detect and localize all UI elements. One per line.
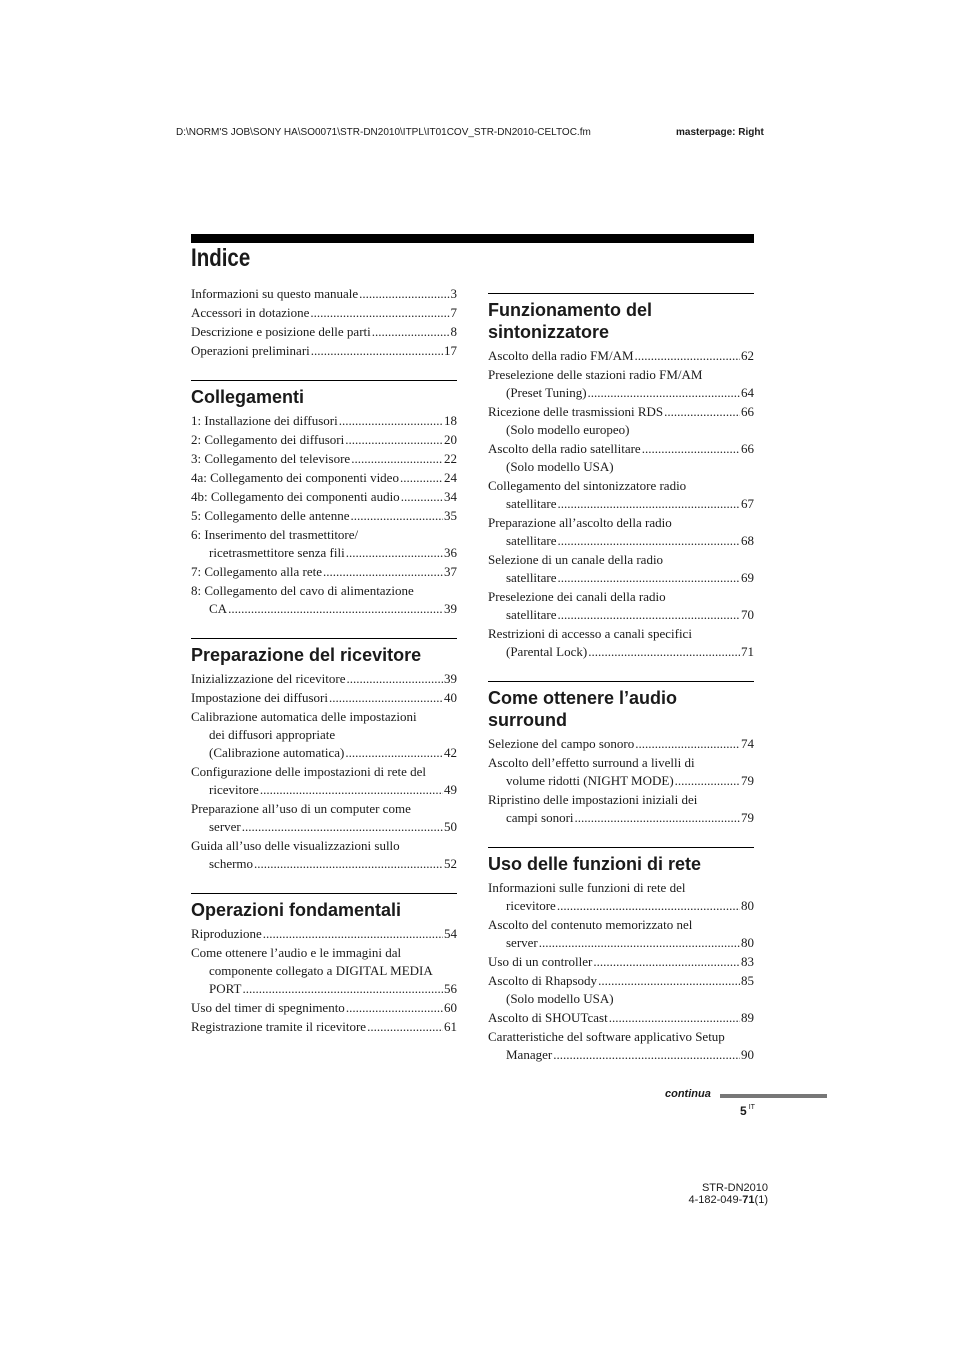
toc-leader-dots xyxy=(598,972,740,990)
toc-entry-text: Inizializzazione del ricevitore xyxy=(191,671,346,686)
toc-section-title: Preparazione del ricevitore xyxy=(191,645,422,665)
toc-entry-text: Preparazione all’uso di un computer come xyxy=(191,801,411,816)
toc-entry-text: ricevitore xyxy=(209,782,259,797)
toc-entry-line xyxy=(191,304,457,322)
toc-section xyxy=(488,293,754,661)
toc-entry-line xyxy=(191,412,457,430)
toc-entry-text: Informazioni su questo manuale xyxy=(191,286,359,301)
toc-entry-text: Operazioni preliminari xyxy=(191,343,310,358)
toc-entry[interactable] xyxy=(488,440,754,476)
toc-entry[interactable] xyxy=(191,944,457,998)
toc-entry-line xyxy=(488,934,754,952)
toc-entry-line xyxy=(488,403,754,421)
toc-right-sections xyxy=(488,293,754,1064)
toc-page-number: 39 xyxy=(444,601,457,616)
toc-leader-dots xyxy=(558,532,740,550)
toc-entry[interactable] xyxy=(488,735,754,753)
toc-page-number: 35 xyxy=(444,508,457,523)
toc-leader-dots xyxy=(642,440,740,458)
toc-entry-text: Manager xyxy=(506,1047,553,1062)
toc-page-number: 52 xyxy=(444,856,457,871)
toc-entry-text: satellitare xyxy=(506,607,557,622)
part-number-prefix: 4-182-049- xyxy=(688,1194,743,1206)
toc-entry-text: Ascolto di SHOUTcast xyxy=(488,1010,608,1025)
toc-entry-text: campi sonori xyxy=(506,810,574,825)
toc-section-list xyxy=(488,879,754,1064)
toc-entry-line xyxy=(488,972,754,990)
toc-leader-dots xyxy=(675,772,740,790)
toc-entry[interactable] xyxy=(191,1018,457,1036)
toc-entry-text: Preselezione delle stazioni radio FM/AM xyxy=(488,367,703,382)
toc-entry-line xyxy=(191,670,457,688)
toc-entry-text: componente collegato a DIGITAL MEDIA xyxy=(209,963,433,978)
toc-entry-line xyxy=(488,809,754,827)
toc-entry[interactable] xyxy=(191,800,457,836)
toc-entry-text: 6: Inserimento del trasmettitore/ xyxy=(191,527,359,542)
toc-entry-text: Restrizioni di accesso a canali specifici xyxy=(488,626,692,641)
toc-entry-line xyxy=(488,897,754,915)
toc-leader-dots xyxy=(609,1009,740,1027)
toc-entry[interactable] xyxy=(488,347,754,365)
toc-leader-dots xyxy=(242,818,443,836)
toc-intro xyxy=(191,285,457,360)
toc-entry-text: Ascolto della radio FM/AM xyxy=(488,348,634,363)
continua-rule xyxy=(720,1094,827,1098)
toc-entry-line xyxy=(488,1028,754,1046)
toc-entry[interactable] xyxy=(488,754,754,790)
continua-label: continua xyxy=(665,1088,711,1100)
toc-entry-text: PORT xyxy=(209,981,242,996)
toc-page-number: 18 xyxy=(444,413,457,428)
part-number-suffix: (1) xyxy=(754,1194,768,1206)
toc-entry-line xyxy=(191,962,457,980)
toc-entry-line xyxy=(488,916,754,934)
toc-leader-dots xyxy=(558,606,740,624)
toc-leader-dots xyxy=(346,670,443,688)
toc-page-number: 66 xyxy=(741,441,754,456)
toc-leader-dots xyxy=(400,469,443,487)
toc-entry-line xyxy=(191,285,457,303)
toc-entry[interactable] xyxy=(191,708,457,762)
toc-entry-line xyxy=(488,440,754,458)
toc-page-number: 20 xyxy=(444,432,457,447)
toc-page-number: 56 xyxy=(444,981,457,996)
toc-entry-text: Collegamento del sintonizzatore radio xyxy=(488,478,687,493)
toc-leader-dots xyxy=(311,342,443,360)
toc-page-number: 80 xyxy=(741,935,754,950)
toc-page-number: 89 xyxy=(741,1010,754,1025)
toc-entry[interactable] xyxy=(488,477,754,513)
toc-entry-note: (Solo modello USA) xyxy=(506,459,614,474)
toc-entry-text: Ricezione delle trasmissioni RDS xyxy=(488,404,664,419)
toc-entry-text: satellitare xyxy=(506,570,557,585)
toc-entry-text: Registrazione tramite il ricevitore xyxy=(191,1019,367,1034)
header-file-path: D:\NORM'S JOB\SONY HA\SO0071\STR-DN2010\ITPL\IT01COV_STR-DN2010-CELTOC.fm xyxy=(176,127,591,138)
toc-page-number: 39 xyxy=(444,671,457,686)
model-number: STR-DN2010 xyxy=(701,1182,768,1194)
toc-entry[interactable] xyxy=(488,366,754,402)
toc-entry-text: Preselezione dei canali della radio xyxy=(488,589,666,604)
toc-leader-dots xyxy=(242,980,443,998)
toc-entry-line xyxy=(488,953,754,971)
toc-leader-dots xyxy=(359,285,449,303)
toc-entry-line xyxy=(191,925,457,943)
toc-entry-line xyxy=(488,1046,754,1064)
toc-page-number: 69 xyxy=(741,570,754,585)
toc-entry-text: (Calibrazione automatica) xyxy=(209,745,345,760)
toc-page-number: 22 xyxy=(444,451,457,466)
toc-entry-text: CA xyxy=(209,601,228,616)
toc-section-list xyxy=(488,347,754,661)
toc-leader-dots xyxy=(575,809,740,827)
toc-entry-text: 5: Collegamento delle antenne xyxy=(191,508,350,523)
toc-entry-text: Ascolto dell’effetto surround a livelli di xyxy=(488,755,695,770)
toc-leader-dots xyxy=(350,507,443,525)
toc-leader-dots xyxy=(635,347,740,365)
toc-entry-line xyxy=(488,495,754,513)
toc-section-title: Operazioni fondamentali xyxy=(191,900,402,920)
toc-entry-text: 2: Collegamento dei diffusori xyxy=(191,432,345,447)
toc-page-number: 74 xyxy=(741,736,754,751)
toc-entry[interactable] xyxy=(488,1009,754,1027)
toc-entry-line xyxy=(191,488,457,506)
toc-entry-text: server xyxy=(209,819,241,834)
toc-section-title: Come ottenere l’audio surround xyxy=(488,688,678,730)
toc-entry-line xyxy=(488,754,754,772)
toc-entry-text: Calibrazione automatica delle impostazioni xyxy=(191,709,417,724)
toc-entry-text: schermo xyxy=(209,856,254,871)
toc-entry[interactable] xyxy=(191,431,457,449)
toc-entry-line xyxy=(191,781,457,799)
toc-page-number: 62 xyxy=(741,348,754,363)
toc-entry-text: Accessori in dotazione xyxy=(191,305,310,320)
toc-entry-text: server xyxy=(506,935,538,950)
toc-leader-dots xyxy=(588,384,740,402)
toc-page-number: 17 xyxy=(444,343,457,358)
toc-page-number: 7 xyxy=(450,305,457,320)
toc-entry-line xyxy=(191,526,457,544)
toc-entry-text: Descrizione e posizione delle parti xyxy=(191,324,371,339)
toc-entry[interactable] xyxy=(488,1028,754,1064)
toc-entry-text: 3: Collegamento del televisore xyxy=(191,451,351,466)
toc-entry-line xyxy=(488,551,754,569)
toc-entry-text: (Parental Lock) xyxy=(506,644,588,659)
toc-entry[interactable] xyxy=(191,469,457,487)
toc-entry-line xyxy=(191,726,457,744)
toc-entry-text: satellitare xyxy=(506,533,557,548)
toc-entry-note: (Solo modello USA) xyxy=(506,991,614,1006)
toc-entry[interactable] xyxy=(488,953,754,971)
toc-entry-text: Configurazione delle impostazioni di rete del xyxy=(191,764,427,779)
toc-section xyxy=(488,681,754,827)
toc-entry-line xyxy=(488,366,754,384)
toc-page-number: 37 xyxy=(444,564,457,579)
toc-leader-dots xyxy=(367,1018,443,1036)
toc-page-number: 70 xyxy=(741,607,754,622)
toc-page-number: 83 xyxy=(741,954,754,969)
toc-section-title: Collegamenti xyxy=(191,387,305,407)
toc-entry-line xyxy=(191,342,457,360)
toc-entry-line xyxy=(191,450,457,468)
toc-entry[interactable] xyxy=(191,999,457,1017)
toc-section xyxy=(191,893,457,1036)
page-number-suffix: IT xyxy=(748,1104,755,1111)
toc-entry[interactable] xyxy=(191,670,457,688)
toc-section xyxy=(191,638,457,873)
toc-section-list xyxy=(191,670,457,873)
toc-intro-list xyxy=(191,285,457,360)
toc-entry-line xyxy=(488,606,754,624)
toc-leader-dots xyxy=(558,495,740,513)
toc-page-number: 80 xyxy=(741,898,754,913)
page-number xyxy=(740,1104,755,1118)
toc-leader-dots xyxy=(228,600,443,618)
toc-entry-note: (Solo modello europeo) xyxy=(506,422,630,437)
toc-leader-dots xyxy=(539,934,740,952)
toc-leader-dots xyxy=(593,953,740,971)
toc-entry[interactable] xyxy=(488,588,754,624)
toc-entry-line xyxy=(191,980,457,998)
toc-entry-text: Uso del timer di spegnimento xyxy=(191,1000,345,1015)
toc-entry-line xyxy=(191,582,457,600)
toc-leader-dots xyxy=(346,544,443,562)
toc-entry-line xyxy=(488,569,754,587)
toc-entry[interactable] xyxy=(488,625,754,661)
toc-leader-dots xyxy=(310,304,449,322)
toc-leader-dots xyxy=(254,855,443,873)
toc-leader-dots xyxy=(345,744,443,762)
header-masterpage: masterpage: Right xyxy=(676,127,764,138)
toc-leader-dots xyxy=(323,563,443,581)
toc-entry[interactable] xyxy=(191,323,457,341)
toc-entry-line xyxy=(488,532,754,550)
toc-leader-dots xyxy=(263,925,443,943)
toc-page-number: 3 xyxy=(450,286,457,301)
toc-entry-line xyxy=(191,689,457,707)
toc-entry-line xyxy=(191,1018,457,1036)
toc-leader-dots xyxy=(401,488,443,506)
toc-entry-line xyxy=(488,643,754,661)
toc-entry-line xyxy=(191,944,457,962)
toc-section xyxy=(488,847,754,1064)
toc-leader-dots xyxy=(329,689,443,707)
toc-entry-text: Preparazione all’ascolto della radio xyxy=(488,515,672,530)
toc-leader-dots xyxy=(635,735,740,753)
part-number xyxy=(688,1194,768,1206)
toc-entry-line xyxy=(191,507,457,525)
toc-leader-dots xyxy=(260,781,443,799)
toc-entry-text: Uso di un controller xyxy=(488,954,593,969)
toc-leader-dots xyxy=(557,897,740,915)
toc-entry[interactable] xyxy=(191,689,457,707)
toc-entry-line xyxy=(488,347,754,365)
toc-entry-line xyxy=(488,477,754,495)
toc-entry-text: Guida all’uso delle visualizzazioni sullo xyxy=(191,838,400,853)
page-number-value: 5 xyxy=(740,1104,747,1118)
toc-entry[interactable] xyxy=(488,916,754,952)
toc-section xyxy=(191,380,457,618)
toc-entry[interactable] xyxy=(191,837,457,873)
toc-entry-line xyxy=(191,600,457,618)
toc-entry-line xyxy=(191,563,457,581)
toc-entry-text: Selezione di un canale della radio xyxy=(488,552,664,567)
toc-entry-text: Impostazione dei diffusori xyxy=(191,690,328,705)
toc-entry-line xyxy=(191,469,457,487)
toc-entry-line xyxy=(191,544,457,562)
toc-leader-dots xyxy=(339,412,443,430)
toc-leader-dots xyxy=(351,450,443,468)
toc-entry-line xyxy=(488,735,754,753)
toc-right-column xyxy=(488,293,754,1065)
toc-entry-text: ricetrasmettitore senza fili xyxy=(209,545,345,560)
toc-page-number: 67 xyxy=(741,496,754,511)
toc-entry-line xyxy=(488,772,754,790)
toc-entry[interactable] xyxy=(191,582,457,618)
toc-entry-line xyxy=(488,514,754,532)
toc-entry-line xyxy=(488,879,754,897)
toc-page-number: 42 xyxy=(444,745,457,760)
part-number-bold: 71 xyxy=(742,1194,755,1206)
toc-entry-line xyxy=(191,818,457,836)
toc-entry-line xyxy=(191,708,457,726)
toc-entry-text: Selezione del campo sonoro xyxy=(488,736,635,751)
toc-entry[interactable] xyxy=(488,403,754,439)
toc-page-number: 85 xyxy=(741,973,754,988)
toc-page-number: 90 xyxy=(741,1047,754,1062)
toc-entry[interactable] xyxy=(191,285,457,303)
toc-entry-text: Informazioni sulle funzioni di rete del xyxy=(488,880,686,895)
toc-page-number: 40 xyxy=(444,690,457,705)
toc-leader-dots xyxy=(346,999,443,1017)
toc-section-list xyxy=(191,925,457,1036)
toc-left-sections xyxy=(191,380,457,1036)
toc-entry[interactable] xyxy=(191,925,457,943)
toc-page-number: 79 xyxy=(741,773,754,788)
toc-entry-text: Ascolto della radio satellitare xyxy=(488,441,641,456)
toc-section-title: Funzionamento del sintonizzatore xyxy=(488,300,652,342)
toc-entry-line xyxy=(191,999,457,1017)
toc-page-number: 68 xyxy=(741,533,754,548)
title-bar xyxy=(191,234,754,243)
toc-entry-text: 7: Collegamento alla rete xyxy=(191,564,323,579)
toc-entry[interactable] xyxy=(191,304,457,322)
toc-page-number: 8 xyxy=(450,324,457,339)
toc-page-number: 49 xyxy=(444,782,457,797)
toc-page-number: 50 xyxy=(444,819,457,834)
toc-section-list xyxy=(488,735,754,827)
toc-entry[interactable] xyxy=(191,450,457,468)
toc-leader-dots xyxy=(664,403,740,421)
toc-entry-text: 4b: Collegamento dei componenti audio xyxy=(191,489,400,504)
toc-entry-text: ricevitore xyxy=(506,898,556,913)
toc-entry[interactable] xyxy=(488,514,754,550)
toc-entry-line xyxy=(191,431,457,449)
toc-entry[interactable] xyxy=(191,563,457,581)
toc-entry-line xyxy=(191,837,457,855)
toc-entry-line xyxy=(191,323,457,341)
toc-leader-dots xyxy=(553,1046,740,1064)
toc-entry-line xyxy=(488,791,754,809)
toc-entry-text: Ripristino delle impostazioni iniziali dei xyxy=(488,792,698,807)
toc-entry-text: (Preset Tuning) xyxy=(506,385,587,400)
toc-entry-text: Caratteristiche del software applicativo Setup xyxy=(488,1029,725,1044)
toc-entry-text: 4a: Collegamento dei componenti video xyxy=(191,470,399,485)
toc-leader-dots xyxy=(588,643,740,661)
toc-entry-text: 1: Installazione dei diffusori xyxy=(191,413,338,428)
toc-entry-line xyxy=(488,588,754,606)
toc-entry[interactable] xyxy=(191,507,457,525)
toc-entry-text: satellitare xyxy=(506,496,557,511)
toc-entry-text: Ascolto del contenuto memorizzato nel xyxy=(488,917,693,932)
toc-entry[interactable] xyxy=(488,972,754,1008)
toc-entry-line xyxy=(488,1009,754,1027)
toc-entry-text: Ascolto di Rhapsody xyxy=(488,973,598,988)
toc-entry[interactable] xyxy=(191,763,457,799)
toc-entry-text: Come ottenere l’audio e le immagini dal xyxy=(191,945,402,960)
toc-entry[interactable] xyxy=(191,526,457,562)
toc-entry-line xyxy=(191,763,457,781)
toc-page-number: 71 xyxy=(741,644,754,659)
toc-entry-text: Riproduzione xyxy=(191,926,262,941)
toc-page-number: 24 xyxy=(444,470,457,485)
toc-page-number: 61 xyxy=(444,1019,457,1034)
toc-leader-dots xyxy=(345,431,443,449)
toc-page-number: 64 xyxy=(741,385,754,400)
toc-entry-line xyxy=(191,744,457,762)
toc-entry-text: volume ridotti (NIGHT MODE) xyxy=(506,773,674,788)
toc-entry[interactable] xyxy=(488,551,754,587)
toc-entry-line xyxy=(191,800,457,818)
toc-page-number: 60 xyxy=(444,1000,457,1015)
toc-section-title: Uso delle funzioni di rete xyxy=(488,854,702,874)
toc-entry[interactable] xyxy=(488,879,754,915)
toc-entry-line xyxy=(488,384,754,402)
toc-entry[interactable] xyxy=(488,791,754,827)
toc-page-number: 66 xyxy=(741,404,754,419)
toc-entry-line xyxy=(488,625,754,643)
toc-entry-line xyxy=(191,855,457,873)
toc-left-column xyxy=(191,285,457,1037)
page-title: Indice xyxy=(191,244,251,272)
toc-entry[interactable] xyxy=(191,412,457,430)
toc-section-list xyxy=(191,412,457,618)
toc-entry[interactable] xyxy=(191,488,457,506)
toc-page-number: 36 xyxy=(444,545,457,560)
toc-leader-dots xyxy=(372,323,450,341)
toc-leader-dots xyxy=(558,569,740,587)
toc-page-number: 54 xyxy=(444,926,457,941)
toc-entry-text: 8: Collegamento del cavo di alimentazione xyxy=(191,583,414,598)
toc-entry[interactable] xyxy=(191,342,457,360)
toc-page-number: 79 xyxy=(741,810,754,825)
toc-page-number: 34 xyxy=(444,489,457,504)
toc-entry-text: dei diffusori appropriate xyxy=(209,727,336,742)
